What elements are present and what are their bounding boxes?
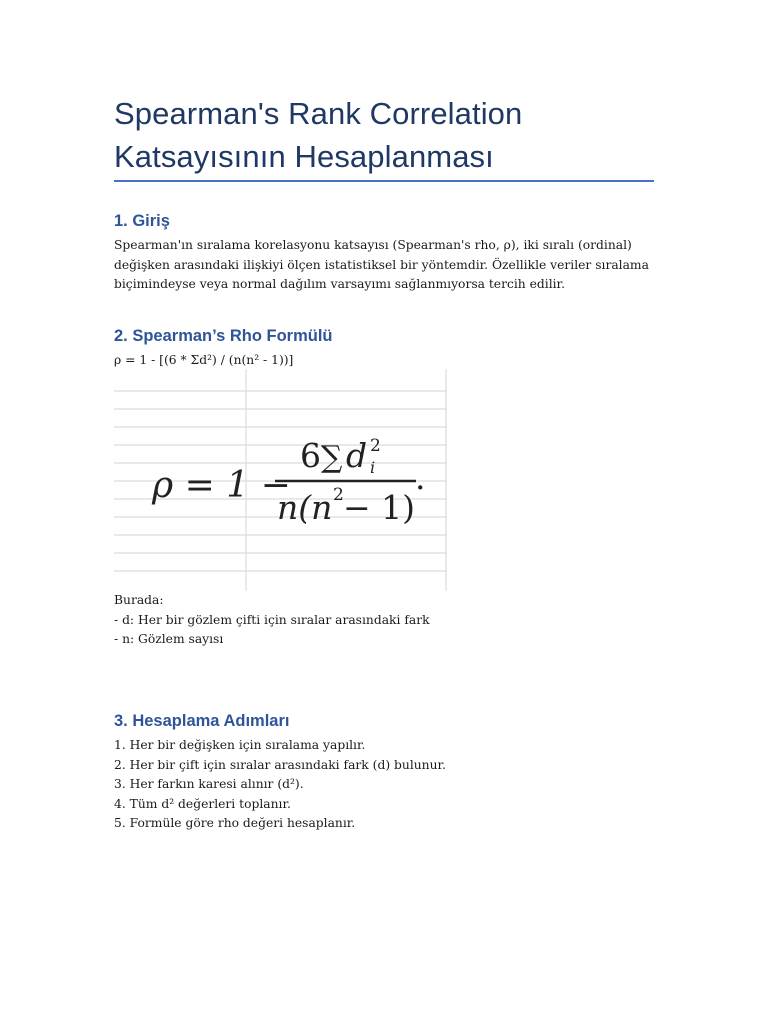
title-underline xyxy=(114,180,654,182)
intro-line-2: değişken arasındaki ilişkiyi ölçen istatistiksel bir yöntemdir. Özellikle veriler sıralama xyxy=(114,257,649,272)
formula-var-d: d xyxy=(346,436,368,475)
formula-period: . xyxy=(415,458,426,497)
intro-line-3: biçimindeyse veya normal dağılım varsayımı sağlanmıyorsa tercih edilir. xyxy=(114,277,565,291)
steps-list xyxy=(114,736,654,834)
formula-text-line: ρ = 1 - [(6 * Σd²) / (n(n² - 1))] xyxy=(114,353,294,367)
formula-sup-2: 2 xyxy=(370,436,381,456)
title-line-1: Spearman's Rank Correlation xyxy=(114,96,523,131)
step-4: 4. Tüm d² değerleri toplanır. xyxy=(114,796,291,811)
formula-sub-i: i xyxy=(370,458,376,477)
where-line-1: Burada: xyxy=(114,593,164,607)
heading-formula: 2. Spearman’s Rho Formülü xyxy=(114,327,333,345)
page-title xyxy=(114,92,654,178)
formula-text xyxy=(114,351,654,371)
formula-lhs: ρ = 1 − xyxy=(152,465,291,506)
heading-giris: 1. Giriş xyxy=(114,212,170,230)
step-2: 2. Her bir çift için sıralar arasındaki fark (d) bulunur. xyxy=(114,757,446,772)
where-line-3: - n: Gözlem sayısı xyxy=(114,632,224,646)
formula-denominator: n(n xyxy=(277,488,333,527)
formula-numerator: 6 xyxy=(300,436,321,475)
intro-paragraph xyxy=(114,236,654,295)
heading-steps: 3. Hesaplama Adımları xyxy=(114,712,290,730)
step-5: 5. Formüle göre rho değeri hesaplanır. xyxy=(114,816,356,830)
formula-image xyxy=(114,369,447,591)
title-line-2: Katsayısının Hesaplanması xyxy=(114,139,494,174)
formula-den-sup: 2 xyxy=(333,485,344,505)
intro-line-1: Spearman'ın sıralama korelasyonu katsayısı (Spearman's rho, ρ), iki sıralı (ordinal) xyxy=(114,238,632,252)
formula-sum: ∑ xyxy=(321,440,343,475)
step-3: 3. Her farkın karesi alınır (d²). xyxy=(114,777,304,791)
step-1: 1. Her bir değişken için sıralama yapılır. xyxy=(114,738,366,752)
where-line-2: - d: Her bir gözlem çifti için sıralar arasındaki fark xyxy=(114,612,430,627)
formula-where xyxy=(114,591,654,650)
formula-den-rest: − 1) xyxy=(343,488,416,527)
